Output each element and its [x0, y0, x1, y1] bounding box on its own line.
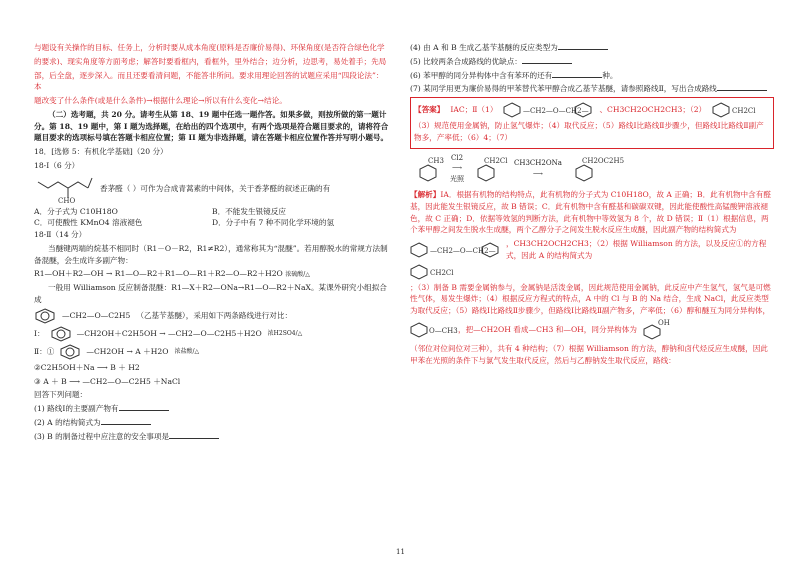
benzyl-chloride-structure: [410, 264, 458, 280]
answer-text: ⅠAC；Ⅱ（1）: [450, 105, 498, 115]
q18-title: 18．[选修 5：有机化学基础]（20 分）: [34, 147, 168, 157]
option-b: B．不能发生银镜反应: [212, 206, 286, 216]
option-c: C．可使酸性 KMnO4 溶液褪色: [34, 218, 143, 228]
route1: Ⅰ： —CH2OH＋C2H5OH → —CH2—O—C2H5＋H2O 浓H2SO4/△: [34, 326, 390, 342]
anisole-structure: [410, 322, 458, 338]
analysis-section: 【解析】ⅠA．根据有机物的结构特点，此有机物的分子式为 C10H18O，故 A 正确；B．此有机物中含有醛基，因此能发生银镜反应，故 B 错误；C．此有机物中含有醛基和碳碳双键，因此能使酸性高锰酸钾溶液褪色，故 C 正确；D．依据等效氢的判断方法，此有机物中等效氢为 8 个，故 D 错误；Ⅱ（1）根据信息，两个苯甲醇之间发生脱水生成醚，两个乙醇分子之间发生脱水反应生成醚，因此副产物的结构简式为 —CH2—O—CH2— ，CH3CH2OCH2CH3；（2）根据 Williamson 的方法，以及反应①的方程式，因此 A 的结构简式为 CH2Cl ；（3）制备 B 需要金属钠参与，金属钠是活泼金属，因此规范使用金属钠，此反应中产生氢气，氢气是可燃性气体，易发生爆炸；（4）根据反应方程式的特点，A 中的 Cl 与 B 的 Na 结合，生成 NaCl，此反应类型为取代反应；（5）路线Ⅰ比路线Ⅱ步骤少，但路线Ⅰ比路线Ⅱ副产物多，产率低；（6）醇和醚互为同分异构体， O—CH3 ，把—CH2OH 看成—CH3 和—OH，同分异构体为 OH （邻位对位间位对三种），共有 4 种结构；（7）根据 Williamson 的方法，醇钠和卤代烃反应生成醚，因此甲苯在光照的条件下与氯气发生取代反应，然后与乙醇钠发生取代反应，路线：: [410, 190, 771, 365]
route2-step1-equation: —CH2OH → A ＋H2O: [86, 346, 169, 356]
benzene-ring-icon: [60, 344, 80, 360]
target-formula: —CH2—O—C2H5: [62, 310, 131, 320]
option-d: D．分子中有 7 种不同化学环境的氢: [212, 218, 335, 228]
citronellal-question: 香茅醛（ ）可作为合成青蒿素的中间体，关于香茅醛的叙述正确的有: [100, 183, 331, 193]
svg-text:—CH2—O—CH2—: —CH2—O—CH2—: [523, 107, 590, 116]
cresol-structure: [643, 319, 669, 341]
toluene-structure: [414, 155, 442, 183]
question-7: (7) 某同学用更为廉价易得的甲苯替代苯甲醇合成乙基苄基醚，请参照路线Ⅱ，写出合成路线: [410, 83, 774, 95]
citronellal-structure: [34, 174, 94, 204]
options-list: [34, 206, 390, 230]
target-row: [34, 308, 390, 324]
ether-equation: R1—OH＋R2—OH → R1—O—R2＋R1—O—R1＋R2—O—R2＋H2O 浓硫酸/△: [34, 269, 310, 279]
svg-text:CHO: CHO: [58, 196, 76, 205]
svg-text:CH2Cl: CH2Cl: [430, 268, 454, 277]
q18-part1-title: 18-Ⅰ（6 分）: [34, 160, 80, 170]
right-column: [410, 42, 774, 369]
ethyl-benzyl-ether-structure: [570, 155, 624, 183]
answer-box: 【答案】 ⅠAC；Ⅱ（1） —CH2—O—CH2— 、CH3CH2OCH2CH3；（2） CH2Cl （3）规范使用金属钠，防止氢气爆炸；（4）取代反应；（5）路线Ⅰ比路线Ⅱ步骤少，但路线Ⅰ比路线Ⅱ副产物多，产率低；（6）4；（7）: [410, 97, 774, 149]
benzyl-chloride-structure: [712, 102, 760, 118]
intro-paragraph: 与题设有关操作的目标、任务上，分析时要从成本角度(原料是否廉价易得)、环保角度(是否符合绿色化学 的要求)、现实角度等方面考虑；解答时要看框内，看框外，里外结合；边分析，边思考，易处着手；先局 部，后全盘，逐步深入。而且还要看清问题，不能答非所问。要求用理论回答的试题应采用“四段论法”：本 题改变了什么条件(或是什么条件)→根据什么理论→所以有什么变化→结论。: [34, 43, 387, 106]
question-1: (1) 路线Ⅰ的主要副产物有: [34, 403, 390, 415]
question-6: (6) 苯甲醇的同分异构体中含有苯环的还有 种。: [410, 70, 618, 80]
benzyl-chloride-structure: [472, 155, 506, 183]
question-2: (2) A 的结构简式为: [34, 417, 390, 429]
question-4: (4) 由 A 和 B 生成乙基苄基醚的反应类型为: [410, 42, 774, 54]
dibenzyl-ether-structure: [503, 102, 593, 118]
left-column: [34, 42, 390, 444]
svg-text:CH2Cl: CH2Cl: [732, 107, 756, 116]
answer-continued: （3）规范使用金属钠，防止氢气爆炸；（4）取代反应；（5）路线Ⅰ比路线Ⅱ步骤少，但路线Ⅰ比路线Ⅱ副产物多，产率低；（6）4；（7）: [414, 121, 764, 142]
route1-equation: —CH2OH＋C2H5OH → —CH2—O—C2H5＋H2O: [76, 328, 262, 338]
target-name: （乙基苄基醚），采用如下两条路线进行对比：: [136, 310, 293, 320]
synthesis-scheme: [414, 153, 774, 186]
williamson-text: 一般用 Williamson 反应制备混醚：R1—X＋R2—ONa→R1—O—R2＋NaX。某课外研究小组拟合成: [34, 283, 387, 305]
svg-text:OH: OH: [657, 319, 670, 328]
option-a: A．分子式为 C10H18O: [34, 206, 118, 216]
q18-part2-title: 18-Ⅱ（14 分）: [34, 230, 87, 240]
page-number: 11: [396, 548, 405, 556]
xiangmaoquan-row: [34, 174, 390, 204]
question-3: (3) B 的制备过程中应注意的安全事项是: [34, 431, 390, 443]
route2-step2: ②C2H5OH＋Na ⟶ B ＋ H2: [34, 362, 140, 372]
route2-step1: Ⅱ：① —CH2OH → A ＋H2O 浓盐酸/△: [34, 344, 390, 360]
svg-text:CH3: CH3: [428, 156, 444, 165]
question-5: (5) 比较两条合成路线的优缺点：: [410, 56, 774, 68]
svg-text:CH2OC2H5: CH2OC2H5: [581, 156, 624, 165]
route2-condition: 浓盐酸/△: [174, 348, 200, 356]
benzene-ring-icon: [51, 326, 71, 342]
arrow-step2: CH3CH2ONa ⟶: [514, 159, 562, 178]
route1-condition: 浓H2SO4/△: [267, 330, 303, 338]
answer-label: 【答案】: [414, 105, 445, 115]
route2-step3: ③ A ＋ B ⟶ —CH2—O—C2H5 ＋NaCl: [34, 376, 181, 386]
dibenzyl-ether-structure: [410, 242, 500, 258]
svg-text:O—CH3: O—CH3: [429, 327, 458, 336]
equation-condition: 浓硫酸/△: [285, 271, 310, 279]
section-heading: （二）选考题，共 20 分。请考生从第 18、19 题中任选一题作答。如果多做，则按所做的第一题计分。第 18、19 题中，第 I 题为选择题，在给出的四个选项中，有两个选项是符合题目要求的，请将符合题目要求的选项标号填在答题卡相应位置；第 II 题为非选择题，请在答题卡相应位置作答并写明小题号。: [34, 109, 389, 143]
arrow-step1: Cl2 ⟶ 光照: [450, 153, 464, 184]
svg-text:CH2Cl: CH2Cl: [484, 156, 508, 165]
answer-intro: 回答下列问题：: [34, 390, 88, 400]
ether-definition: 当醚键两端的烷基不相同时（R1－O－R2，R1≠R2），通常称其为“混醚”。若用醇脱水的常规方法制备混醚，会生成许多副产物：: [34, 243, 388, 265]
svg-text:—CH2—O—CH2—: —CH2—O—CH2—: [430, 246, 496, 255]
benzene-ring-icon: [34, 308, 56, 324]
